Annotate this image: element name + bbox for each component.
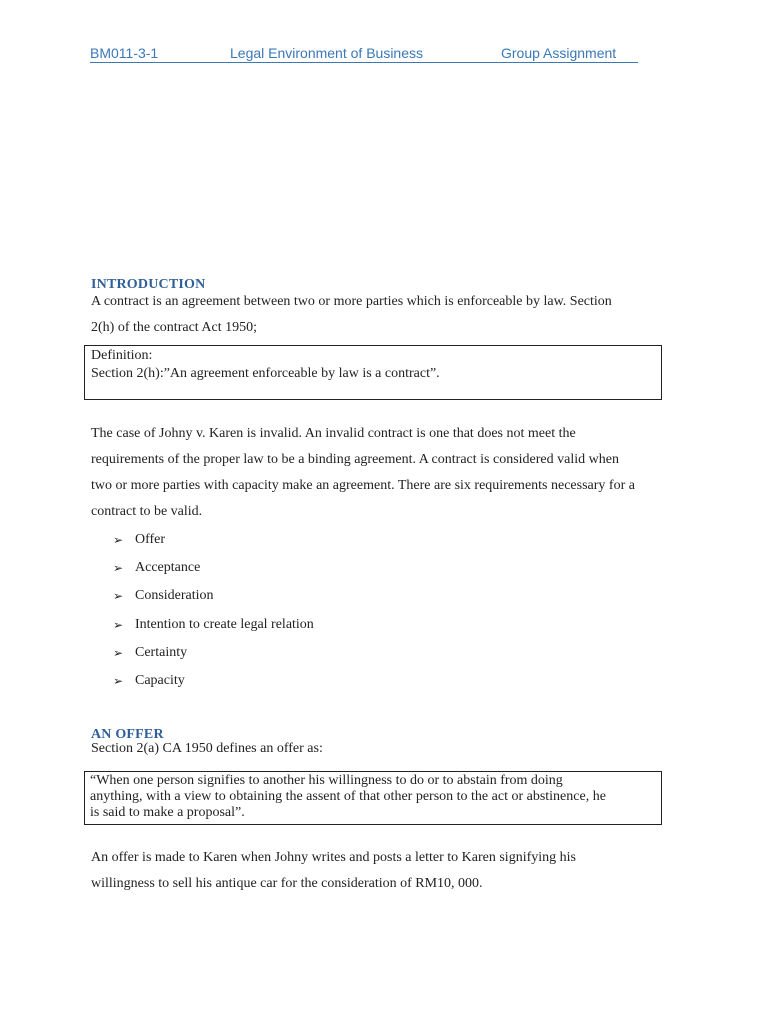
introduction-heading: INTRODUCTION bbox=[91, 277, 206, 292]
arrow-bullet-icon: ➢ bbox=[113, 589, 124, 604]
paragraph-line: two or more parties with capacity make an agreement. There are six requirements necessary for a bbox=[91, 478, 635, 493]
paragraph-line: 2(h) of the contract Act 1950; bbox=[91, 320, 258, 335]
arrow-bullet-icon: ➢ bbox=[113, 645, 124, 660]
quote-line: is said to make a proposal”. bbox=[90, 805, 245, 820]
course-code: BM011-3-1 bbox=[90, 45, 159, 61]
offer-paragraph bbox=[91, 845, 691, 897]
list-item bbox=[113, 639, 314, 667]
requirement-label: Intention to create legal relation bbox=[135, 616, 314, 632]
list-item bbox=[113, 554, 314, 582]
arrow-bullet-icon: ➢ bbox=[113, 674, 124, 689]
arrow-bullet-icon: ➢ bbox=[113, 617, 124, 632]
offer-heading: AN OFFER bbox=[91, 727, 164, 742]
case-paragraph bbox=[91, 421, 691, 525]
requirements-list bbox=[113, 526, 314, 695]
offer-quote-box bbox=[84, 771, 662, 825]
assignment-type: Group Assignment bbox=[501, 45, 617, 61]
requirement-label: Consideration bbox=[135, 588, 214, 604]
requirement-label: Capacity bbox=[135, 673, 185, 689]
arrow-bullet-icon: ➢ bbox=[113, 533, 124, 548]
paragraph-line: The case of Johny v. Karen is invalid. An invalid contract is one that does not meet the bbox=[91, 426, 576, 441]
course-name: Legal Environment of Business bbox=[230, 45, 423, 61]
requirement-label: Certainty bbox=[135, 644, 188, 660]
definition-text: Section 2(h):”An agreement enforceable by law is a contract”. bbox=[91, 366, 440, 381]
offer-intro: Section 2(a) CA 1950 defines an offer as: bbox=[91, 741, 323, 756]
arrow-bullet-icon: ➢ bbox=[113, 561, 124, 576]
paragraph-line: A contract is an agreement between two or more parties which is enforceable by law. Section bbox=[91, 294, 612, 309]
list-item bbox=[113, 526, 314, 554]
definition-label: Definition: bbox=[91, 348, 153, 363]
list-item bbox=[113, 582, 314, 610]
paragraph-line: contract to be valid. bbox=[91, 504, 203, 519]
list-item bbox=[113, 667, 314, 695]
quote-line: “When one person signifies to another his willingness to do or to abstain from doing bbox=[90, 773, 563, 788]
requirement-label: Offer bbox=[135, 532, 166, 548]
page-header bbox=[90, 45, 638, 63]
definition-box bbox=[84, 345, 662, 400]
list-item bbox=[113, 611, 314, 639]
paragraph-line: An offer is made to Karen when Johny writes and posts a letter to Karen signifying his bbox=[91, 850, 576, 865]
quote-line: anything, with a view to obtaining the assent of that other person to the act or abstinence, he bbox=[90, 789, 606, 804]
paragraph-line: willingness to sell his antique car for the consideration of RM10, 000. bbox=[91, 876, 483, 891]
paragraph-line: requirements of the proper law to be a binding agreement. A contract is considered valid when bbox=[91, 452, 619, 467]
requirement-label: Acceptance bbox=[135, 560, 201, 576]
introduction-paragraph bbox=[91, 289, 691, 341]
